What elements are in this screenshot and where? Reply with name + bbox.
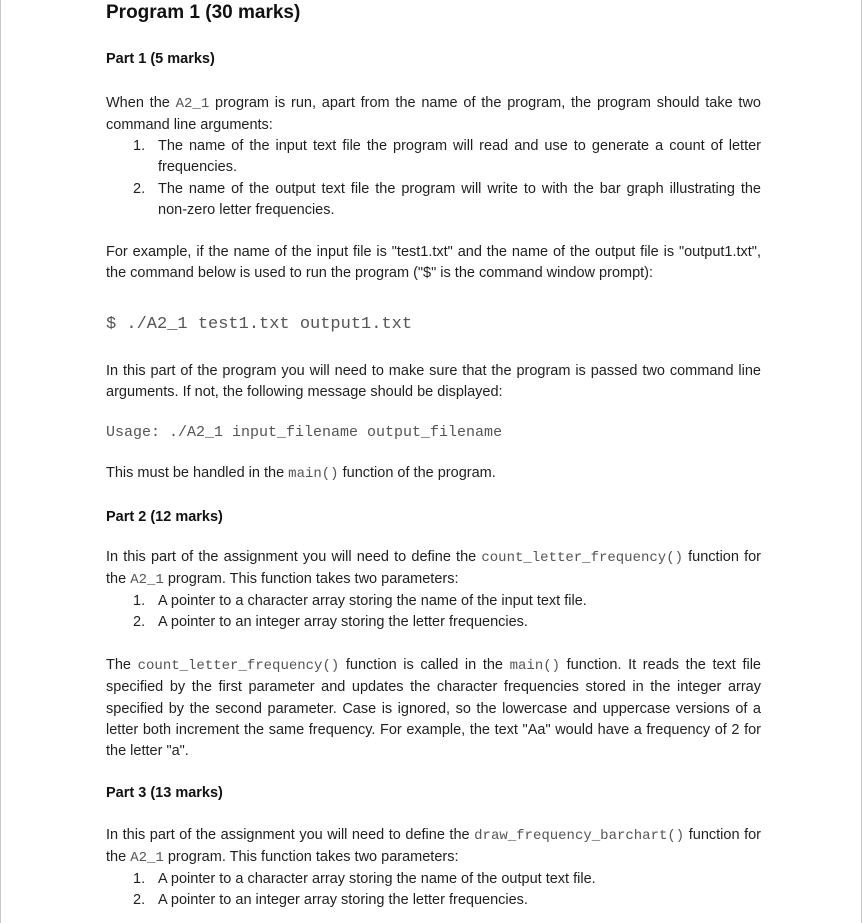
part1-heading: Part 1 (5 marks) xyxy=(106,51,215,67)
count-letter-frequency-code: count_letter_frequency() xyxy=(481,550,683,566)
part2-intro-text-b: function for the xyxy=(106,549,762,588)
part3-intro-text-c: program. This function takes two parameters: xyxy=(163,849,459,866)
list-item xyxy=(106,890,761,911)
part3-intro-text-b: function for the xyxy=(106,827,761,866)
list-item-text: The name of the input text file the program will read and use to generate a count of letter frequencies. xyxy=(158,138,761,176)
list-item-text: A pointer to an integer array storing the letter frequencies. xyxy=(158,892,528,909)
part3-intro-text-a: In this part of the assignment you will need to define the xyxy=(106,827,475,843)
usage-message: Usage: ./A2_1 input_filename output_filename xyxy=(106,424,503,441)
part2-heading: Part 2 (12 marks) xyxy=(106,509,223,525)
part2-intro-text-a: In this part of the assignment you will need to define the xyxy=(106,549,482,565)
part3-intro xyxy=(106,825,761,870)
part2-desc-text-c: function. It reads the text file specified by the first parameter and updates the character frequencies stored in the integer array specified by the second parameter. Case is ignored, so the lowercase and uppercase versions of a letter both increment the same frequency. For example, the text "Aa" would have a frequency of 2 for the letter "a". xyxy=(106,657,761,760)
list-item xyxy=(106,136,761,179)
list-item-number: 2. xyxy=(133,180,146,197)
part1-example-text: For example, if the name of the input file is "test1.txt" and the name of the output file is "output1.txt", the command below is used to run the program ("$" is the command window prompt): xyxy=(106,244,761,282)
part2-desc-text-b: function is called in the xyxy=(339,657,510,673)
list-item xyxy=(106,869,761,890)
part1-handled-text-b: function of the program. xyxy=(338,465,496,481)
command-example: $ ./A2_1 test1.txt output1.txt xyxy=(106,315,413,334)
count-letter-frequency-code: count_letter_frequency() xyxy=(137,658,340,674)
list-item-number: 2. xyxy=(133,892,146,909)
part1-intro-text-b: program is run, apart from the name of the program, the program should take two command line arguments: xyxy=(106,95,762,134)
part1-intro-text-a: When the xyxy=(106,95,176,111)
page-title: Program 1 (30 marks) xyxy=(106,2,301,23)
part2-program-code: A2_1 xyxy=(130,572,164,589)
part3-program-code: A2_1 xyxy=(130,850,164,867)
list-item xyxy=(106,179,761,222)
main-function-code: main() xyxy=(509,658,561,674)
list-item-text: A pointer to an integer array storing the letter frequencies. xyxy=(158,614,528,631)
part1-intro-code: A2_1 xyxy=(175,96,210,112)
list-item-text: The name of the output text file the program will write to with the bar graph illustrating the non-zero letter frequencies. xyxy=(158,180,761,218)
list-item-text: A pointer to a character array storing the name of the input text file. xyxy=(158,593,587,609)
part1-intro xyxy=(106,93,761,137)
list-item-number: 1. xyxy=(133,593,146,609)
list-item xyxy=(106,612,761,633)
list-item-number: 1. xyxy=(133,138,146,154)
part2-desc-text-a: The xyxy=(106,657,138,673)
part1-handled-text xyxy=(106,463,761,485)
part1-handled-text-a: This must be handled in the xyxy=(106,465,289,481)
list-item-text: A pointer to a character array storing the name of the output text file. xyxy=(158,871,596,887)
main-function-code: main() xyxy=(288,466,339,482)
list-item xyxy=(106,591,761,612)
part1-argument-list xyxy=(106,136,761,221)
part3-heading: Part 3 (13 marks) xyxy=(106,785,223,801)
part2-description xyxy=(106,655,761,762)
draw-frequency-barchart-code: draw_frequency_barchart() xyxy=(474,828,685,844)
list-item-number: 1. xyxy=(133,871,146,887)
part2-intro-text-c: program. This function takes two parameters: xyxy=(163,571,459,588)
part2-intro xyxy=(106,547,761,592)
list-item-number: 2. xyxy=(133,614,146,631)
part2-parameter-list xyxy=(106,591,761,634)
part3-parameter-list xyxy=(106,869,761,912)
part1-args-text: In this part of the program you will need to make sure that the program is passed two command line arguments. If not, the following message should be displayed: xyxy=(106,363,761,401)
